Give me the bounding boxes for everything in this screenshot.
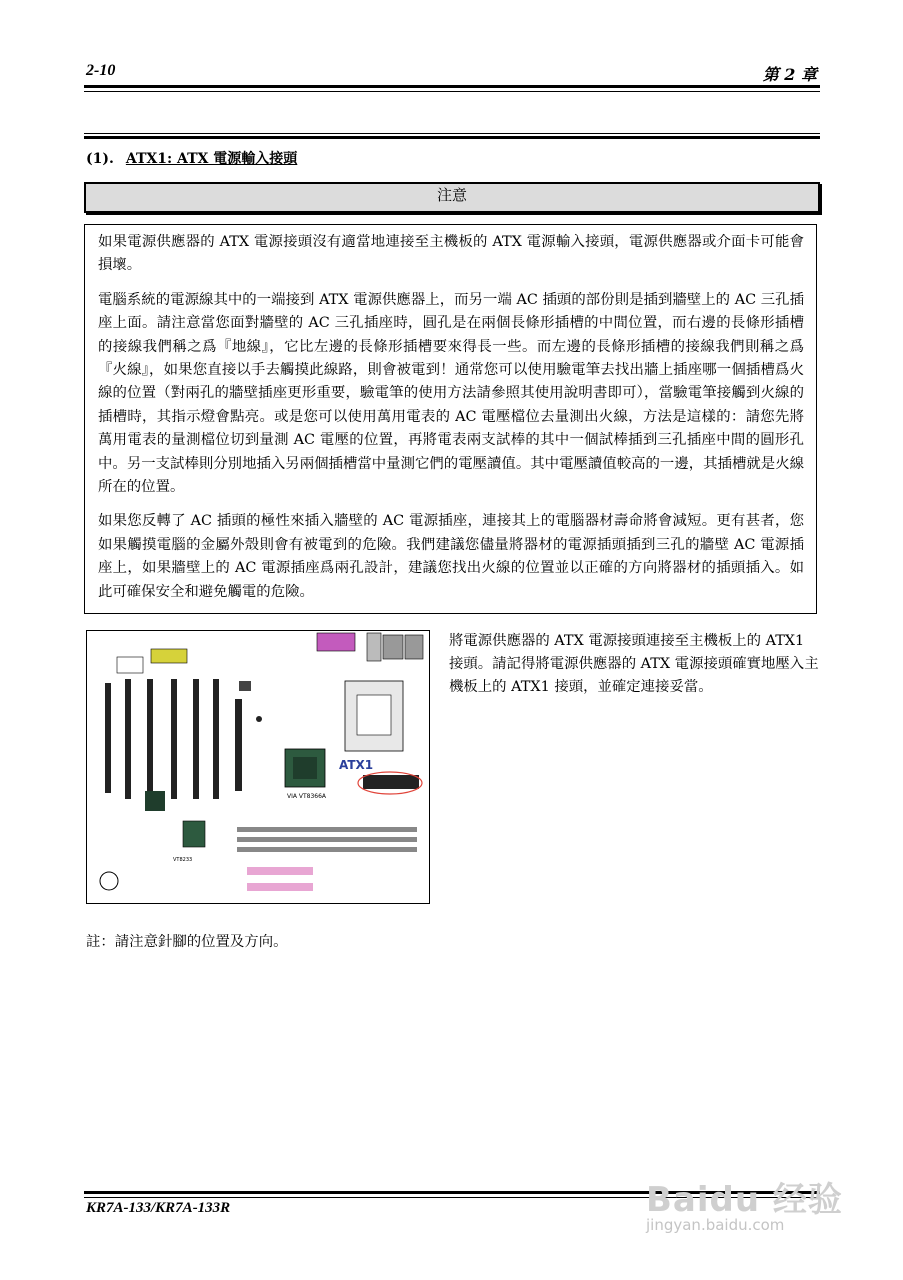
section-rule-top xyxy=(84,133,820,134)
vt-label: VIA VT8366A xyxy=(287,793,327,800)
header-rule-thick xyxy=(84,85,820,88)
section-heading xyxy=(86,148,297,168)
section-rule-thick xyxy=(84,136,820,139)
notice-box xyxy=(84,224,817,614)
pin-note: 註：請注意針腳的位置及方向。 xyxy=(86,934,288,950)
notice-title: 注意 xyxy=(436,186,467,204)
header-rule-thin xyxy=(84,91,820,92)
section-number: (1). xyxy=(86,151,114,167)
model-name: KR7A-133/KR7A-133R xyxy=(86,1200,231,1216)
page-number: 2-10 xyxy=(86,62,116,79)
figure-caption-text: 將電源供應器的 ATX 電源接頭連接至主機板上的 ATX1 接頭。請記得將電源供應器的 ATX 電源接頭確實地壓入主機板上的 ATX1 接頭，並確定連接妥當。 xyxy=(449,633,819,696)
watermark-brand: Baidu 经验 xyxy=(646,1180,843,1220)
notice-title-bar xyxy=(84,182,820,213)
notice-paragraph: 電腦系統的電源線其中的一端接到 ATX 電源供應器上，而另一端 AC 插頭的部份則是插到牆壁上的 AC 三孔插座上面。請注意當您面對牆壁的 AC 三孔插座時，圓孔是在兩個長條形插槽的中間位置，而右邊的長條形插槽的接線我們稱之爲『地線』，它比左邊的長條形插槽要來得長一些。而左邊的長條形插槽的接線我們則稱之爲『火線』，如果您直接以手去觸摸此線路，則會被電到！通常您可以使用驗電筆去找出牆上插座哪一個插槽爲火線的位置（對兩孔的牆壁插座更形重要，驗電筆的使用方法請參照其使用說明書即可），當驗電筆接觸到火線的插槽時，其指示燈會點亮。或是您可以使用萬用電表的 AC 電壓檔位去量測出火線，方法是這樣的：請您先將萬用電表的量測檔位切到量測 AC 電壓的位置，再將電表兩支試棒的其中一個試棒插到三孔插座中間的圓形孔中。另一支試棒則分別地插入另兩個插槽當中量測它們的電壓讀值。其中電壓讀值較高的一邊，其插槽就是火線所在的位置。 xyxy=(98,291,804,496)
notice-paragraph: 如果您反轉了 AC 插頭的極性來插入牆壁的 AC 電源插座，連接其上的電腦器材壽命將會減短。更有甚者，您如果觸摸電腦的金屬外殼則會有被電到的危險。我們建議您儘量將器材的電源插頭插到三孔的牆壁 AC 電源插座上，如果牆壁上的 AC 電源插座爲兩孔設計，建議您找出火線的位置並以正確的方向將器材的插頭插入。如此可確保安全和避免觸電的危險。 xyxy=(98,513,804,600)
watermark-url: jingyan.baidu.com xyxy=(646,1216,785,1234)
motherboard-diagram xyxy=(86,630,430,904)
notice-paragraph: 如果電源供應器的 ATX 電源接頭沒有適當地連接至主機板的 ATX 電源輸入接頭，電源供應器或介面卡可能會損壞。 xyxy=(98,234,804,274)
chip-label: VT8233 xyxy=(173,857,193,863)
chapter-label: 第 2 章 xyxy=(762,65,817,84)
section-title: ATX1: ATX 電源輸入接頭 xyxy=(125,151,298,167)
atx1-label: ATX1 xyxy=(339,758,374,772)
